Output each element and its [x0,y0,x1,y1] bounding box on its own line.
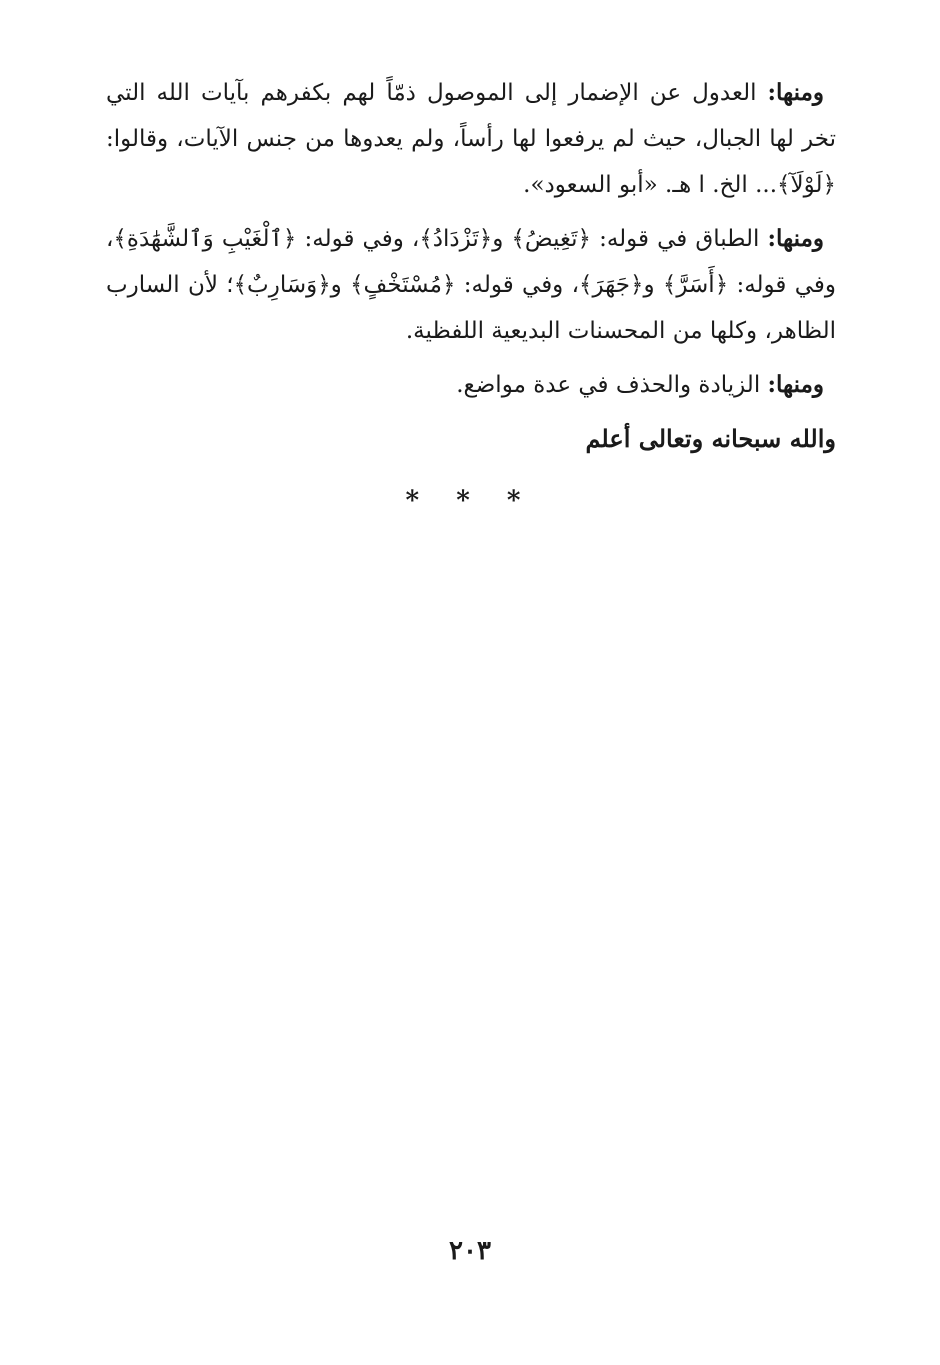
paragraph-3 [106,362,836,408]
paragraph-1-text: العدول عن الإضمار إلى الموصول ذمّاً لهم بكفرهم بآيات الله التي تخر لها الجبال، حيث لم يرفعوا لها رأساً، ولم يعدوها من جنس الآيات، وقالوا: ﴿لَوْلَآ﴾... الخ. ا هـ. «أبو السعود». [106,80,836,198]
paragraph-2-text: الطباق في قوله: ﴿تَغِيضُ﴾ و﴿تَزْدَادُ﴾، وفي قوله: ﴿ٱلْغَيْبِ وَٱلشَّهَٰدَةِ﴾، وفي قوله: ﴿أَسَرَّ﴾ و﴿جَهَرَ﴾، وفي قوله: ﴿مُسْتَخْفٍ﴾ و﴿وَسَارِبٌ﴾؛ لأن السارب الظاهر، وكلها من المحسنات البديعية اللفظية. [106,226,836,344]
paragraph-3-text: الزيادة والحذف في عدة مواضع. [456,372,761,398]
section-separator: * * * [405,486,535,516]
paragraph-2-label: ومنها: [767,225,825,252]
paragraph-3-label: ومنها: [767,371,824,398]
paragraph-2 [106,216,836,354]
paragraph-1 [106,70,836,208]
page-number: ٢٠٣ [449,1236,491,1266]
body-text [106,70,836,462]
paragraph-1-label: ومنها: [767,79,824,106]
closing-line: والله سبحانه وتعالى أعلم [585,424,836,453]
